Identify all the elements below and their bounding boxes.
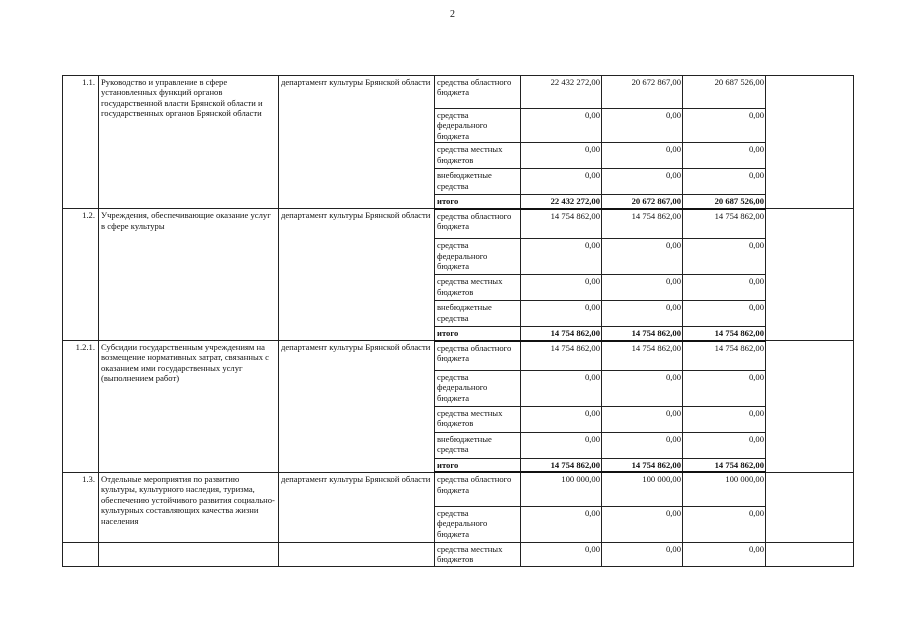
- amount-cell-y1: 0,00: [521, 407, 602, 433]
- amount-cell-y3: 0,00: [683, 143, 766, 169]
- amount-cell-y2: 0,00: [602, 143, 683, 169]
- item-number-cell: [63, 542, 99, 566]
- funding-source-cell: средства областного бюджета: [435, 76, 521, 109]
- table-row: [63, 472, 854, 506]
- amount-cell-y3: 0,00: [683, 506, 766, 542]
- amount-cell-y2: 14 754 862,00: [602, 209, 683, 239]
- amount-cell-y2: 0,00: [602, 301, 683, 327]
- amount-cell-y2: 20 672 867,00: [602, 195, 683, 209]
- item-name-cell: Отдельные мероприятия по развитию культуры, культурного наследия, туризма, обеспечению устойчивого развития социально-культурных составляющих качества жизни населения: [99, 472, 279, 542]
- amount-cell-y1: 0,00: [521, 433, 602, 459]
- amount-cell-y2: 20 672 867,00: [602, 76, 683, 109]
- amount-cell-y1: 0,00: [521, 169, 602, 195]
- funding-source-cell: средства областного бюджета: [435, 341, 521, 371]
- budget-table: [62, 75, 854, 567]
- amount-cell-y3: 0,00: [683, 301, 766, 327]
- funding-source-cell: средства федерального бюджета: [435, 239, 521, 275]
- item-name-cell: Учреждения, обеспечивающие оказание услуг в сфере культуры: [99, 209, 279, 341]
- funding-source-cell: средства местных бюджетов: [435, 407, 521, 433]
- executor-cell: департамент культуры Брянской области: [279, 209, 435, 341]
- table-row: [63, 542, 854, 566]
- item-name-cell: Субсидии государственным учреждениям на возмещение нормативных затрат, связанных с оказанием ими государственных услуг (выполнением работ): [99, 341, 279, 473]
- amount-cell-y3: 0,00: [683, 371, 766, 407]
- executor-cell: департамент культуры Брянской области: [279, 76, 435, 209]
- funding-source-cell: внебюджетные средства: [435, 169, 521, 195]
- amount-cell-y3: 14 754 862,00: [683, 209, 766, 239]
- funding-source-cell: итого: [435, 459, 521, 473]
- amount-cell-y3: 14 754 862,00: [683, 327, 766, 341]
- amount-cell-y1: 100 000,00: [521, 472, 602, 506]
- amount-cell-y3: 0,00: [683, 542, 766, 566]
- empty-cell: [766, 209, 854, 341]
- amount-cell-y2: 14 754 862,00: [602, 459, 683, 473]
- funding-source-cell: средства областного бюджета: [435, 472, 521, 506]
- empty-cell: [766, 472, 854, 542]
- funding-source-cell: итого: [435, 195, 521, 209]
- amount-cell-y2: 14 754 862,00: [602, 341, 683, 371]
- empty-cell: [766, 341, 854, 473]
- amount-cell-y1: 0,00: [521, 275, 602, 301]
- page-number: 2: [450, 9, 455, 20]
- funding-source-cell: средства областного бюджета: [435, 209, 521, 239]
- amount-cell-y3: 0,00: [683, 109, 766, 143]
- table-row: [63, 341, 854, 371]
- amount-cell-y2: 0,00: [602, 506, 683, 542]
- amount-cell-y1: 0,00: [521, 371, 602, 407]
- funding-source-cell: средства федерального бюджета: [435, 371, 521, 407]
- funding-source-cell: средства местных бюджетов: [435, 275, 521, 301]
- funding-source-cell: внебюджетные средства: [435, 433, 521, 459]
- amount-cell-y3: 0,00: [683, 239, 766, 275]
- amount-cell-y1: 0,00: [521, 301, 602, 327]
- amount-cell-y1: 0,00: [521, 109, 602, 143]
- empty-cell: [766, 542, 854, 566]
- amount-cell-y2: 100 000,00: [602, 472, 683, 506]
- amount-cell-y3: 0,00: [683, 169, 766, 195]
- funding-source-cell: средства федерального бюджета: [435, 109, 521, 143]
- amount-cell-y2: 0,00: [602, 109, 683, 143]
- executor-cell: [279, 542, 435, 566]
- item-name-cell: [99, 542, 279, 566]
- amount-cell-y3: 20 687 526,00: [683, 195, 766, 209]
- amount-cell-y1: 22 432 272,00: [521, 76, 602, 109]
- item-number-cell: 1.2.1.: [63, 341, 99, 473]
- executor-cell: департамент культуры Брянской области: [279, 472, 435, 542]
- amount-cell-y1: 0,00: [521, 506, 602, 542]
- amount-cell-y2: 0,00: [602, 407, 683, 433]
- amount-cell-y3: 100 000,00: [683, 472, 766, 506]
- amount-cell-y1: 14 754 862,00: [521, 327, 602, 341]
- amount-cell-y2: 0,00: [602, 542, 683, 566]
- amount-cell-y3: 14 754 862,00: [683, 341, 766, 371]
- amount-cell-y3: 14 754 862,00: [683, 459, 766, 473]
- amount-cell-y3: 20 687 526,00: [683, 76, 766, 109]
- amount-cell-y1: 0,00: [521, 143, 602, 169]
- funding-source-cell: средства местных бюджетов: [435, 143, 521, 169]
- amount-cell-y3: 0,00: [683, 407, 766, 433]
- funding-source-cell: итого: [435, 327, 521, 341]
- funding-source-cell: средства федерального бюджета: [435, 506, 521, 542]
- executor-cell: департамент культуры Брянской области: [279, 341, 435, 473]
- empty-cell: [766, 76, 854, 209]
- amount-cell-y2: 0,00: [602, 239, 683, 275]
- amount-cell-y2: 14 754 862,00: [602, 327, 683, 341]
- amount-cell-y1: 0,00: [521, 239, 602, 275]
- table-row: [63, 76, 854, 109]
- amount-cell-y1: 14 754 862,00: [521, 209, 602, 239]
- amount-cell-y2: 0,00: [602, 169, 683, 195]
- funding-source-cell: средства местных бюджетов: [435, 542, 521, 566]
- funding-source-cell: внебюджетные средства: [435, 301, 521, 327]
- amount-cell-y1: 14 754 862,00: [521, 341, 602, 371]
- amount-cell-y2: 0,00: [602, 371, 683, 407]
- item-number-cell: 1.1.: [63, 76, 99, 209]
- amount-cell-y2: 0,00: [602, 275, 683, 301]
- amount-cell-y2: 0,00: [602, 433, 683, 459]
- item-name-cell: Руководство и управление в сфере установленных функций органов государственной власти Брянской области и государственных органов Брянской области: [99, 76, 279, 209]
- amount-cell-y1: 22 432 272,00: [521, 195, 602, 209]
- item-number-cell: 1.2.: [63, 209, 99, 341]
- amount-cell-y3: 0,00: [683, 433, 766, 459]
- amount-cell-y3: 0,00: [683, 275, 766, 301]
- amount-cell-y1: 14 754 862,00: [521, 459, 602, 473]
- item-number-cell: 1.3.: [63, 472, 99, 542]
- table-row: [63, 209, 854, 239]
- amount-cell-y1: 0,00: [521, 542, 602, 566]
